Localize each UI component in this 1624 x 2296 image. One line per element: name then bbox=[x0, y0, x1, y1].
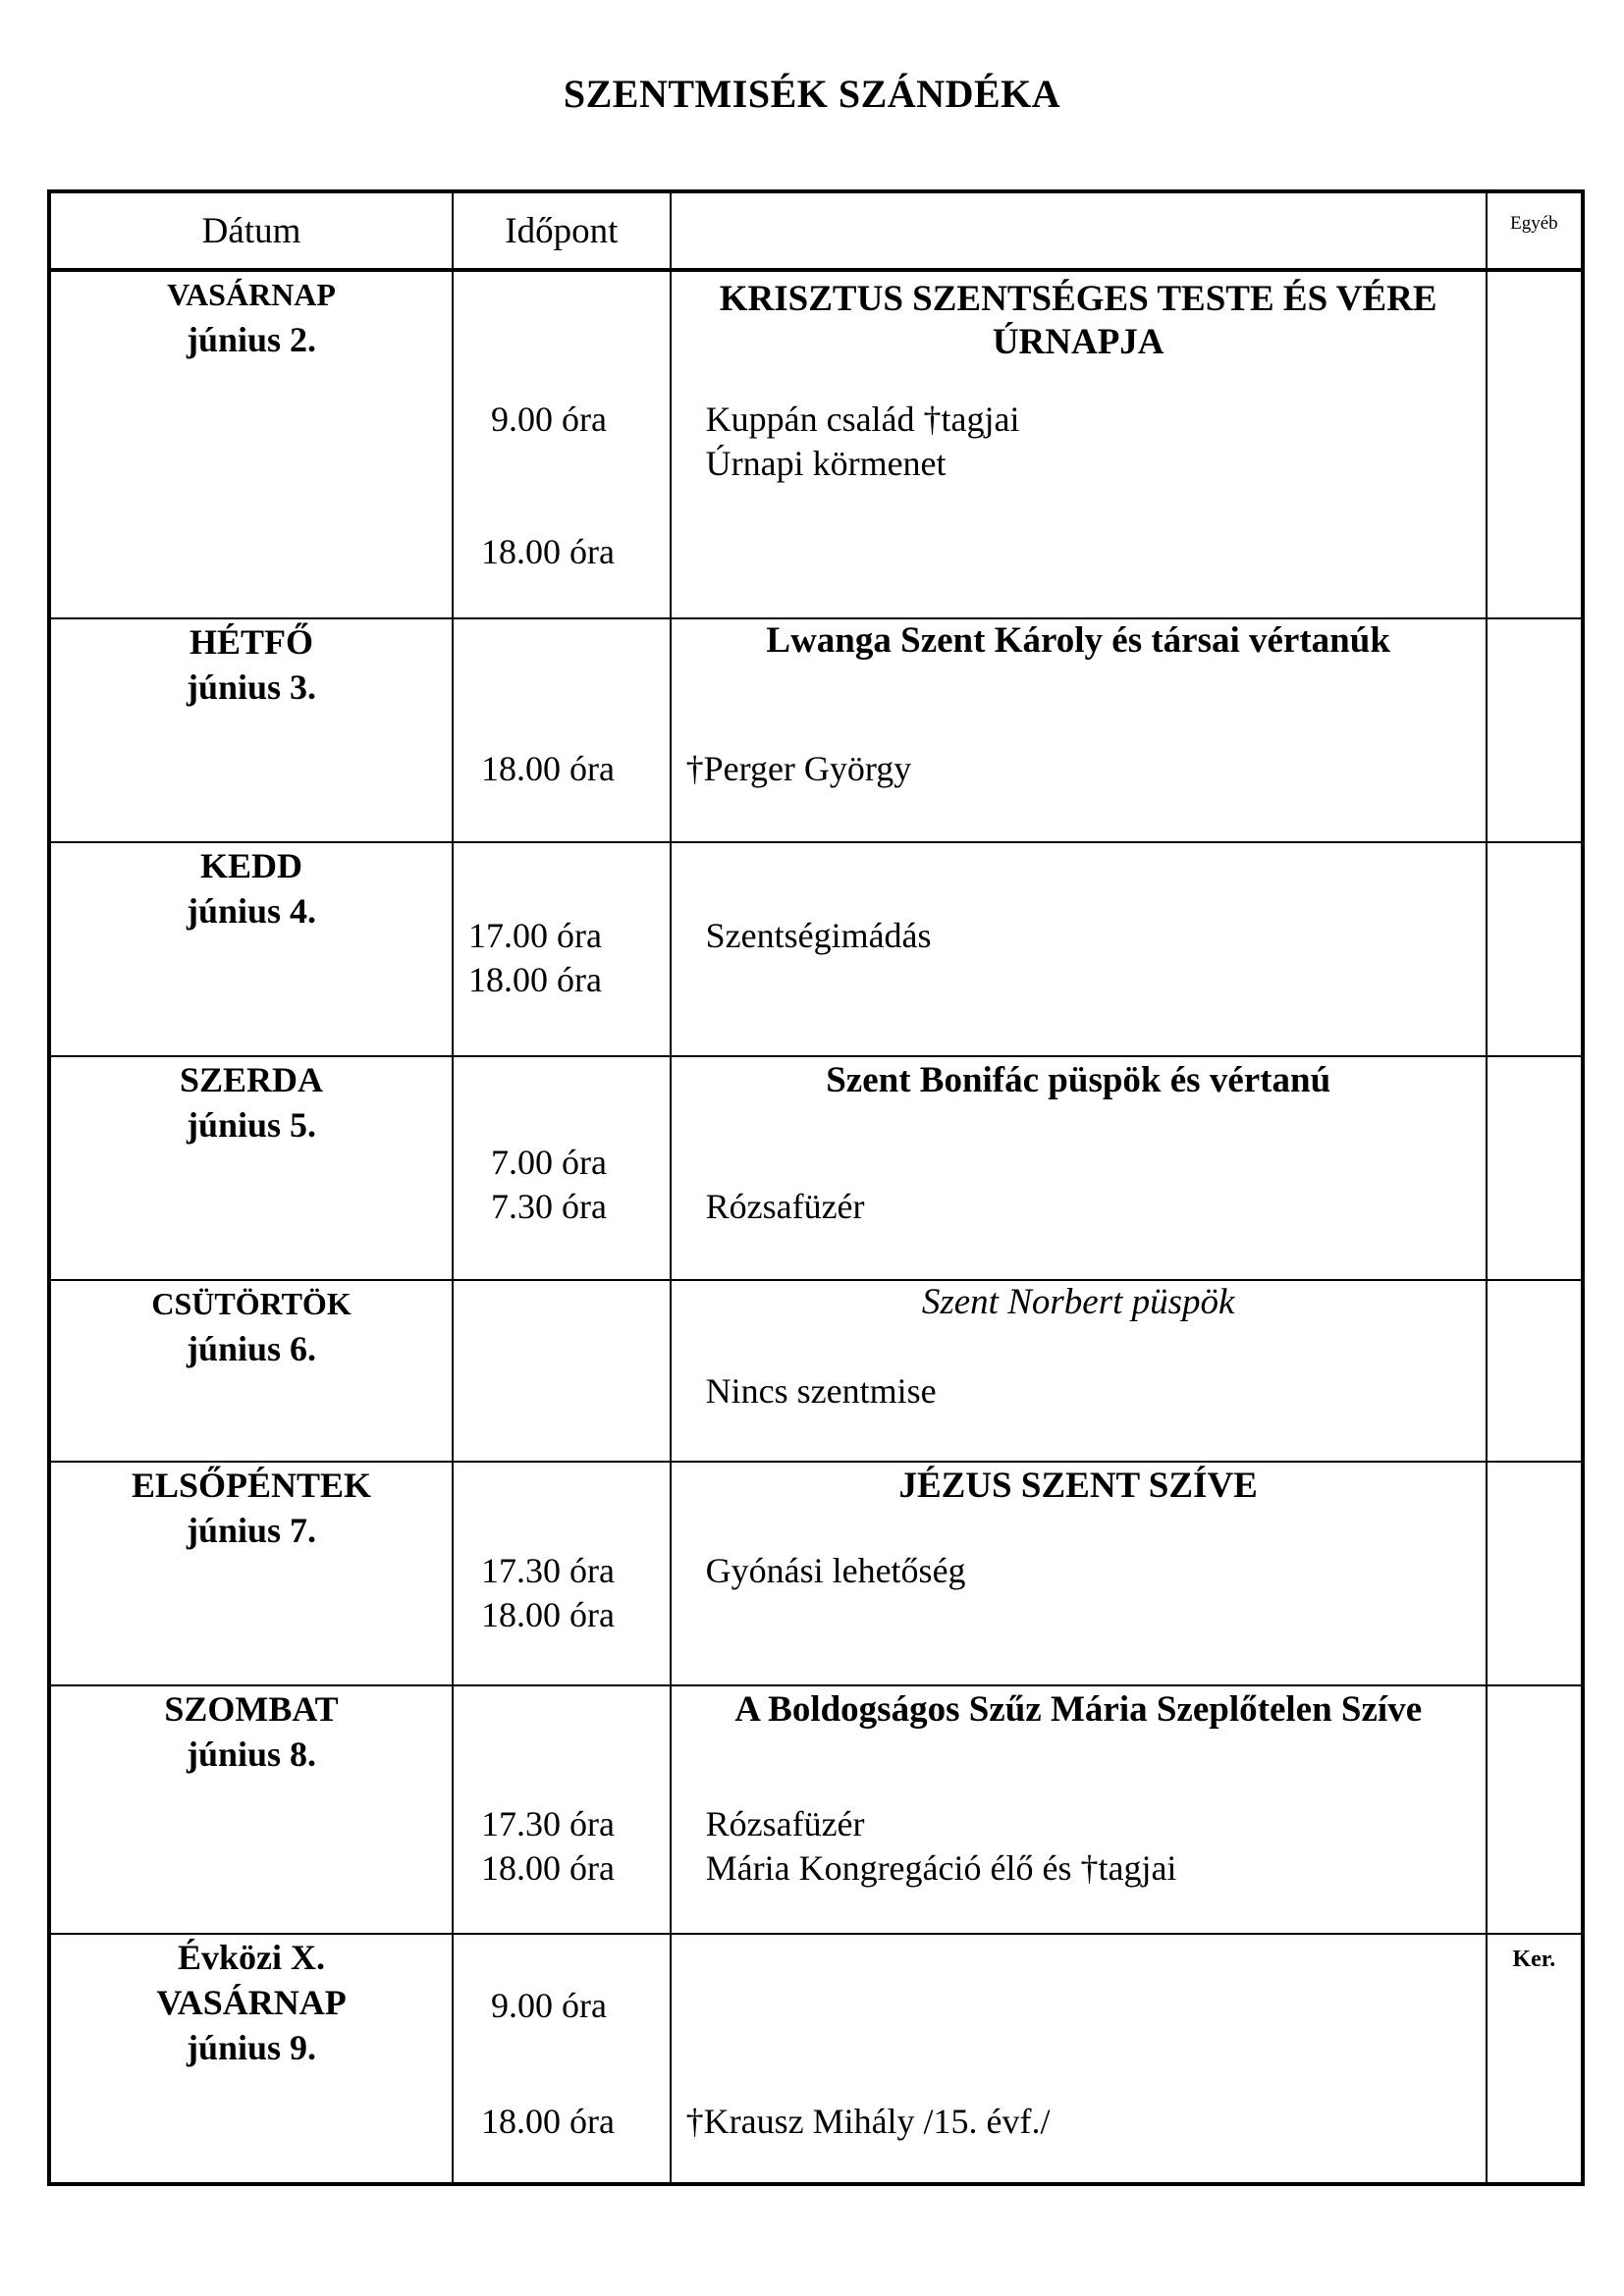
day-name: SZOMBAT bbox=[164, 1689, 339, 1729]
page-title: SZENTMISÉK SZÁNDÉKA bbox=[563, 72, 1061, 116]
day-date: június 2. bbox=[186, 320, 317, 359]
day-date: június 7. bbox=[186, 1511, 317, 1550]
day-name: KEDD bbox=[200, 846, 303, 885]
intention-entry: Nincs szentmise bbox=[705, 1371, 937, 1411]
table-row bbox=[49, 618, 1583, 842]
day-date: június 4. bbox=[186, 891, 317, 931]
time-cell bbox=[453, 1685, 671, 1934]
day-date: június 5. bbox=[186, 1105, 317, 1145]
intention-entry: Szentségimádás bbox=[705, 916, 932, 955]
time-cell bbox=[453, 1934, 671, 2184]
time-cell bbox=[453, 270, 671, 618]
date-cell bbox=[49, 1056, 453, 1280]
other-cell bbox=[1487, 1462, 1583, 1685]
table-row bbox=[49, 1685, 1583, 1934]
intention-entry: Rózsafüzér bbox=[705, 1804, 865, 1843]
time-entry: 18.00 óra bbox=[481, 1595, 616, 1634]
time-entry: 17.00 óra bbox=[468, 916, 603, 955]
day-date: június 8. bbox=[186, 1735, 317, 1774]
time-entry: 18.00 óra bbox=[481, 749, 616, 788]
table-row bbox=[49, 1934, 1583, 2184]
day-date: június 6. bbox=[186, 1329, 317, 1368]
intention-entry: Rózsafüzér bbox=[705, 1187, 865, 1226]
date-cell bbox=[49, 618, 453, 842]
table-row bbox=[49, 842, 1583, 1056]
table-row bbox=[49, 270, 1583, 618]
table-header-row bbox=[49, 191, 1583, 270]
day-name: HÉTFŐ bbox=[189, 622, 314, 662]
day-name: ELSŐPÉNTEK bbox=[131, 1466, 372, 1505]
mass-schedule-table bbox=[47, 189, 1585, 2186]
intention-entry: Gyónási lehetőség bbox=[705, 1551, 966, 1590]
description-cell bbox=[671, 1462, 1487, 1685]
table-row bbox=[49, 1462, 1583, 1685]
time-cell bbox=[453, 842, 671, 1056]
feast-title: KRISZTUS SZENTSÉGES TESTE ÉS VÉRE ÚRNAPJA bbox=[719, 279, 1437, 362]
date-cell bbox=[49, 1280, 453, 1462]
time-entry: 17.30 óra bbox=[481, 1804, 616, 1843]
feast-title: A Boldogságos Szűz Mária Szeplőtelen Szíve bbox=[734, 1689, 1423, 1730]
day-name: VASÁRNAP bbox=[156, 1983, 347, 2022]
time-entry: 9.00 óra bbox=[491, 1986, 608, 2025]
day-name: VASÁRNAP bbox=[167, 277, 336, 312]
time-entry: 7.00 óra bbox=[491, 1143, 608, 1182]
feast-title: Szent Norbert püspök bbox=[921, 1282, 1235, 1322]
description-cell bbox=[671, 618, 1487, 842]
description-cell bbox=[671, 1280, 1487, 1462]
intention-entry: Kuppán család †tagjai bbox=[705, 400, 1020, 439]
table-row bbox=[49, 1280, 1583, 1462]
other-note: Ker. bbox=[1512, 1947, 1556, 1972]
date-cell bbox=[49, 270, 453, 618]
time-entry: 18.00 óra bbox=[481, 1848, 616, 1888]
other-cell bbox=[1487, 1280, 1583, 1462]
time-entry: 17.30 óra bbox=[481, 1551, 616, 1590]
feast-title: JÉZUS SZENT SZÍVE bbox=[898, 1466, 1258, 1506]
feast-title: Lwanga Szent Károly és társai vértanúk bbox=[766, 620, 1390, 661]
description-cell bbox=[671, 270, 1487, 618]
header-description bbox=[671, 191, 1487, 270]
time-cell bbox=[453, 618, 671, 842]
day-name: SZERDA bbox=[180, 1060, 324, 1099]
other-cell bbox=[1487, 618, 1583, 842]
time-entry: 18.00 óra bbox=[481, 2102, 616, 2141]
date-cell bbox=[49, 842, 453, 1056]
time-entry: 9.00 óra bbox=[491, 400, 608, 439]
description-cell bbox=[671, 1685, 1487, 1934]
intention-entry: †Krausz Mihály /15. évf./ bbox=[685, 2102, 1051, 2141]
header-other: Egyéb bbox=[1487, 191, 1583, 270]
time-cell bbox=[453, 1462, 671, 1685]
header-date: Dátum bbox=[49, 191, 453, 270]
date-cell bbox=[49, 1685, 453, 1934]
other-cell bbox=[1487, 270, 1583, 618]
description-cell bbox=[671, 1934, 1487, 2184]
day-date: június 3. bbox=[186, 667, 317, 707]
other-cell bbox=[1487, 1685, 1583, 1934]
intention-entry: Úrnapi körmenet bbox=[705, 444, 947, 483]
feast-title: Szent Bonifác püspök és vértanú bbox=[826, 1060, 1331, 1100]
time-entry: 18.00 óra bbox=[468, 960, 603, 999]
time-entry: 7.30 óra bbox=[491, 1187, 608, 1226]
intention-entry: †Perger György bbox=[685, 749, 912, 788]
table-row bbox=[49, 1056, 1583, 1280]
intention-entry: Mária Kongregáció élő és †tagjai bbox=[705, 1848, 1177, 1888]
day-date: június 9. bbox=[186, 2028, 317, 2067]
day-name-line1: Évközi X. bbox=[178, 1938, 326, 1977]
time-cell bbox=[453, 1056, 671, 1280]
other-cell bbox=[1487, 1934, 1583, 2184]
other-cell bbox=[1487, 1056, 1583, 1280]
description-cell bbox=[671, 842, 1487, 1056]
time-cell bbox=[453, 1280, 671, 1462]
day-name: CSÜTÖRTÖK bbox=[151, 1286, 352, 1321]
date-cell bbox=[49, 1462, 453, 1685]
time-entry: 18.00 óra bbox=[481, 532, 616, 571]
other-cell bbox=[1487, 842, 1583, 1056]
description-cell bbox=[671, 1056, 1487, 1280]
date-cell bbox=[49, 1934, 453, 2184]
header-time: Időpont bbox=[453, 191, 671, 270]
